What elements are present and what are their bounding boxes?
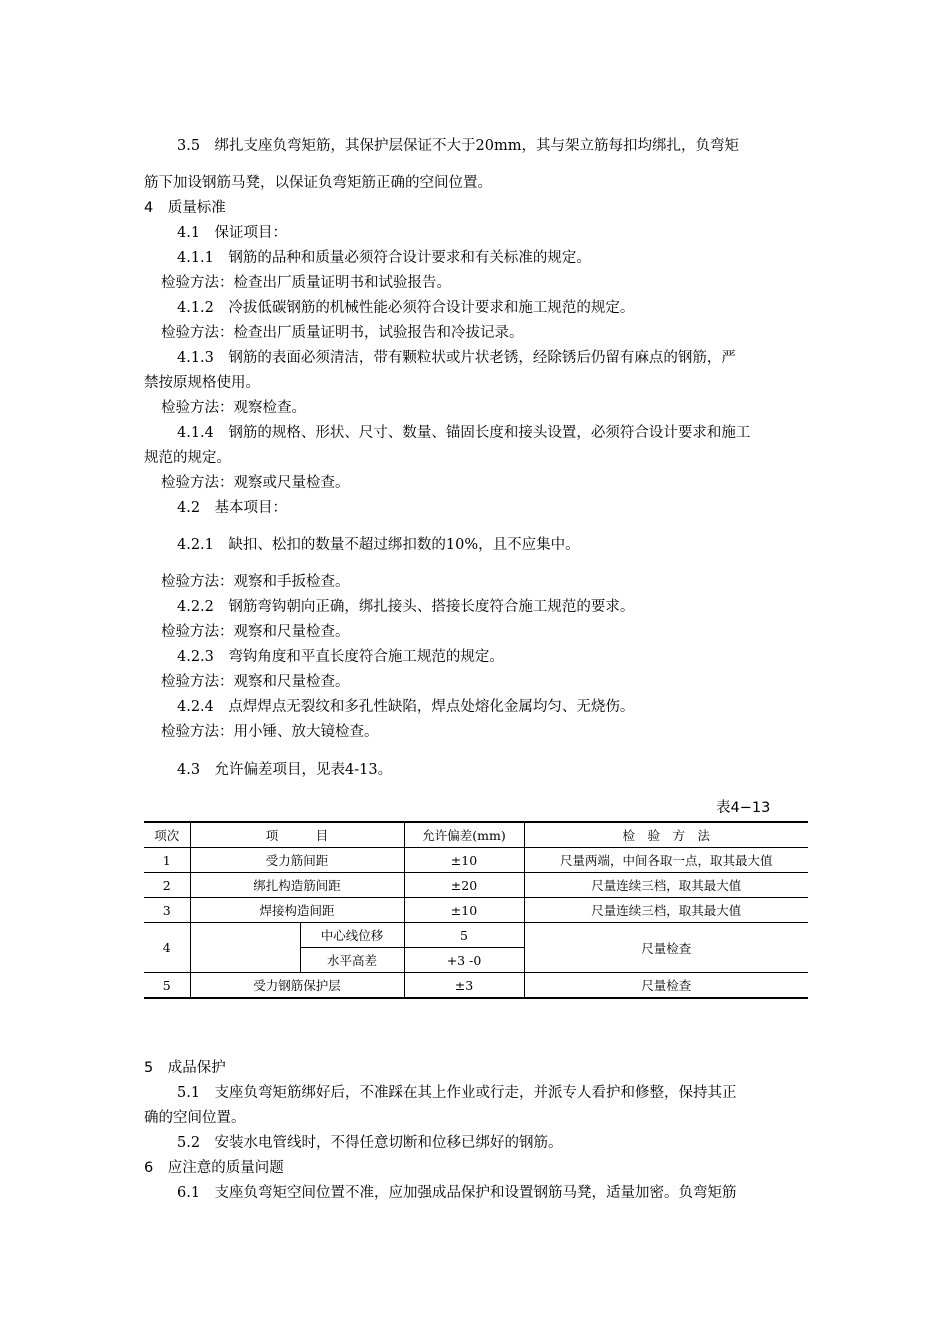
section-heading-4: 4 质量标准: [144, 200, 226, 216]
paragraph-3-5-line1: 3.5 绑扎支座负弯矩筋，其保护层保证不大于20mm，其与架立筋每扣均绑扎，负弯矩: [177, 138, 740, 154]
header-tolerance: 允许偏差(mm): [404, 822, 524, 848]
paragraph-5-1-line1: 5.1 支座负弯矩筋绑好后，不准踩在其上作业或行走，并派专人看护和修整，保持其正: [177, 1085, 737, 1101]
cell-tolerance: 5: [404, 923, 524, 948]
paragraph-5-2: 5.2 安装水电管线时，不得任意切断和位移已绑好的钢筋。: [177, 1135, 563, 1151]
paragraph-4-1-3-line2: 禁按原规格使用。: [144, 375, 260, 391]
cell-tolerance: ±3: [404, 973, 524, 999]
cell-method: 尺量检查: [524, 923, 808, 973]
tolerance-table: [144, 821, 808, 999]
cell-item: 焊接构造间距: [190, 898, 404, 923]
cell-no: 4: [144, 923, 190, 973]
paragraph-3-5-line2: 筋下加设钢筋马凳，以保证负弯矩筋正确的空间位置。: [144, 175, 492, 191]
paragraph-4-1-4-line2: 规范的规定。: [144, 450, 231, 466]
method-4-2-1: 检验方法：观察和手扳检查。: [161, 574, 350, 590]
cell-method: 尺量两端，中间各取一点，取其最大值: [524, 848, 808, 873]
table-header-row: [144, 822, 808, 848]
cell-tolerance: +3 -0: [404, 948, 524, 973]
header-item: 项 目: [190, 822, 404, 848]
paragraph-4-1-3-line1: 4.1.3 钢筋的表面必须清洁，带有颗粒状或片状老锈，经除锈后仍留有麻点的钢筋，严: [177, 350, 736, 366]
paragraph-4-1-4-line1: 4.1.4 钢筋的规格、形状、尺寸、数量、锚固长度和接头设置，必须符合设计要求和施工: [177, 425, 751, 441]
cell-method: 尺量连续三档，取其最大值: [524, 898, 808, 923]
paragraph-4-1: 4.1 保证项目：: [177, 225, 288, 241]
paragraph-4-2-2: 4.2.2 钢筋弯钩朝向正确，绑扎接头、搭接长度符合施工规范的要求。: [177, 599, 635, 615]
cell-method: 尺量连续三档，取其最大值: [524, 873, 808, 898]
paragraph-4-2-4: 4.2.4 点焊焊点无裂纹和多孔性缺陷，焊点处熔化金属均匀、无烧伤。: [177, 699, 635, 715]
table-row: [144, 848, 808, 873]
cell-item: 受力钢筋保护层: [190, 973, 404, 999]
cell-item-group: [190, 923, 300, 973]
method-4-1-1: 检验方法：检查出厂质量证明书和试验报告。: [161, 275, 451, 291]
table-row: [144, 873, 808, 898]
cell-item: 绑扎构造筋间距: [190, 873, 404, 898]
paragraph-4-1-2: 4.1.2 冷拔低碳钢筋的机械性能必须符合设计要求和施工规范的规定。: [177, 300, 635, 316]
header-method: 检 验 方 法: [524, 822, 808, 848]
method-4-1-4: 检验方法：观察或尺量检查。: [161, 475, 350, 491]
cell-tolerance: ±20: [404, 873, 524, 898]
cell-method: 尺量检查: [524, 973, 808, 999]
method-4-2-3: 检验方法：观察和尺量检查。: [161, 674, 350, 690]
cell-no: 3: [144, 898, 190, 923]
cell-subitem: 中心线位移: [300, 923, 404, 948]
cell-item: 受力筋间距: [190, 848, 404, 873]
section-heading-6: 6 应注意的质量问题: [144, 1160, 284, 1176]
section-heading-5: 5 成品保护: [144, 1060, 226, 1076]
cell-subitem: 水平高差: [300, 948, 404, 973]
paragraph-6-1: 6.1 支座负弯矩空间位置不准，应加强成品保护和设置钢筋马凳，适量加密。负弯矩筋: [177, 1185, 737, 1201]
table-row: [144, 898, 808, 923]
paragraph-4-3: 4.3 允许偏差项目，见表4-13。: [177, 762, 393, 778]
header-no: 项次: [144, 822, 190, 848]
method-4-2-4: 检验方法：用小锤、放大镜检查。: [161, 724, 379, 740]
method-4-1-3: 检验方法：观察检查。: [161, 400, 306, 416]
paragraph-4-2-3: 4.2.3 弯钩角度和平直长度符合施工规范的规定。: [177, 649, 504, 665]
paragraph-4-1-1: 4.1.1 钢筋的品种和质量必须符合设计要求和有关标准的规定。: [177, 250, 591, 266]
paragraph-4-2: 4.2 基本项目：: [177, 500, 288, 516]
method-4-2-2: 检验方法：观察和尺量检查。: [161, 624, 350, 640]
table-row: [144, 923, 808, 948]
cell-no: 2: [144, 873, 190, 898]
table-label: 表4−13: [716, 800, 771, 816]
paragraph-4-2-1: 4.2.1 缺扣、松扣的数量不超过绑扣数的10%，且不应集中。: [177, 537, 580, 553]
cell-tolerance: ±10: [404, 898, 524, 923]
cell-tolerance: ±10: [404, 848, 524, 873]
cell-no: 5: [144, 973, 190, 999]
table-row: [144, 973, 808, 999]
paragraph-5-1-line2: 确的空间位置。: [144, 1110, 246, 1126]
cell-no: 1: [144, 848, 190, 873]
method-4-1-2: 检验方法：检查出厂质量证明书，试验报告和冷拔记录。: [161, 325, 524, 341]
